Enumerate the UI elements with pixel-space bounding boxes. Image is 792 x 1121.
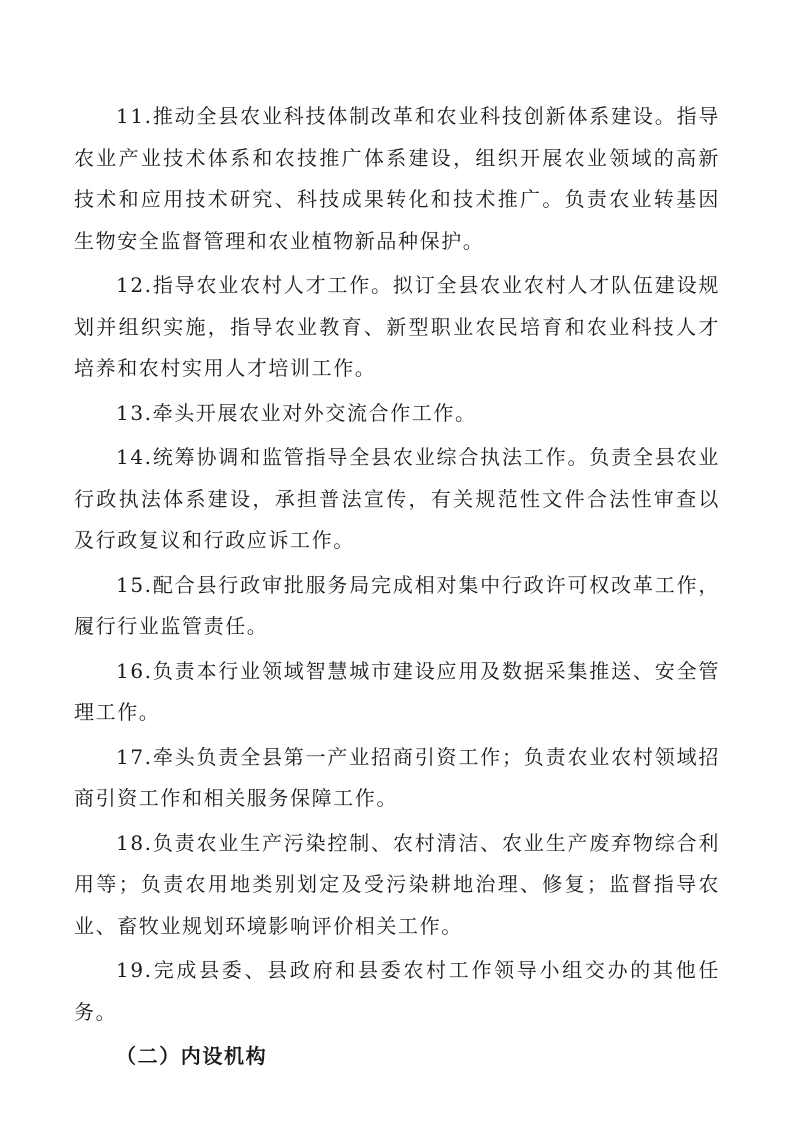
paragraph-item-14: 14.统筹协调和监管指导全县农业综合执法工作。负责全县农业行政执法体系建设，承担普法宣传，有关规范性文件合法性审查以及行政复议和行政应诉工作。 bbox=[74, 445, 720, 552]
paragraph-item-18: 18.负责农业生产污染控制、农村清洁、农业生产废弃物综合利用等；负责农用地类别划定及受污染耕地治理、修复；监督指导农业、畜牧业规划环境影响评价相关工作。 bbox=[74, 830, 720, 938]
paragraph-item-13: 13.牵头开展农业对外交流合作工作。 bbox=[116, 400, 477, 425]
paragraph-item-11: 11.推动全县农业科技体制改革和农业科技创新体系建设。指导农业产业技术体系和农技推广体系建设，组织开展农业领域的高新技术和应用技术研究、科技成果转化和技术推广。负责农业转基因生物安全监督管理和农业植物新品种保护。 bbox=[74, 104, 720, 253]
paragraph-item-19: 19.完成县委、县政府和县委农村工作领导小组交办的其他任务。 bbox=[74, 958, 720, 1024]
paragraph-item-16: 16.负责本行业领域智慧城市建设应用及数据采集推送、安全管理工作。 bbox=[74, 658, 720, 724]
paragraph-item-15: 15.配合县行政审批服务局完成相对集中行政许可权改革工作，履行行业监管责任。 bbox=[74, 572, 720, 638]
paragraph-item-12: 12.指导农业农村人才工作。拟订全县农业农村人才队伍建设规划并组织实施，指导农业教育、新型职业农民培育和农业科技人才培养和农村实用人才培训工作。 bbox=[74, 273, 720, 380]
document-body bbox=[74, 96, 720, 1081]
section-heading: （二）内设机构 bbox=[116, 1044, 268, 1068]
paragraph-item-17: 17.牵头负责全县第一产业招商引资工作；负责农业农村领域招商引资工作和相关服务保障工作。 bbox=[74, 744, 720, 810]
